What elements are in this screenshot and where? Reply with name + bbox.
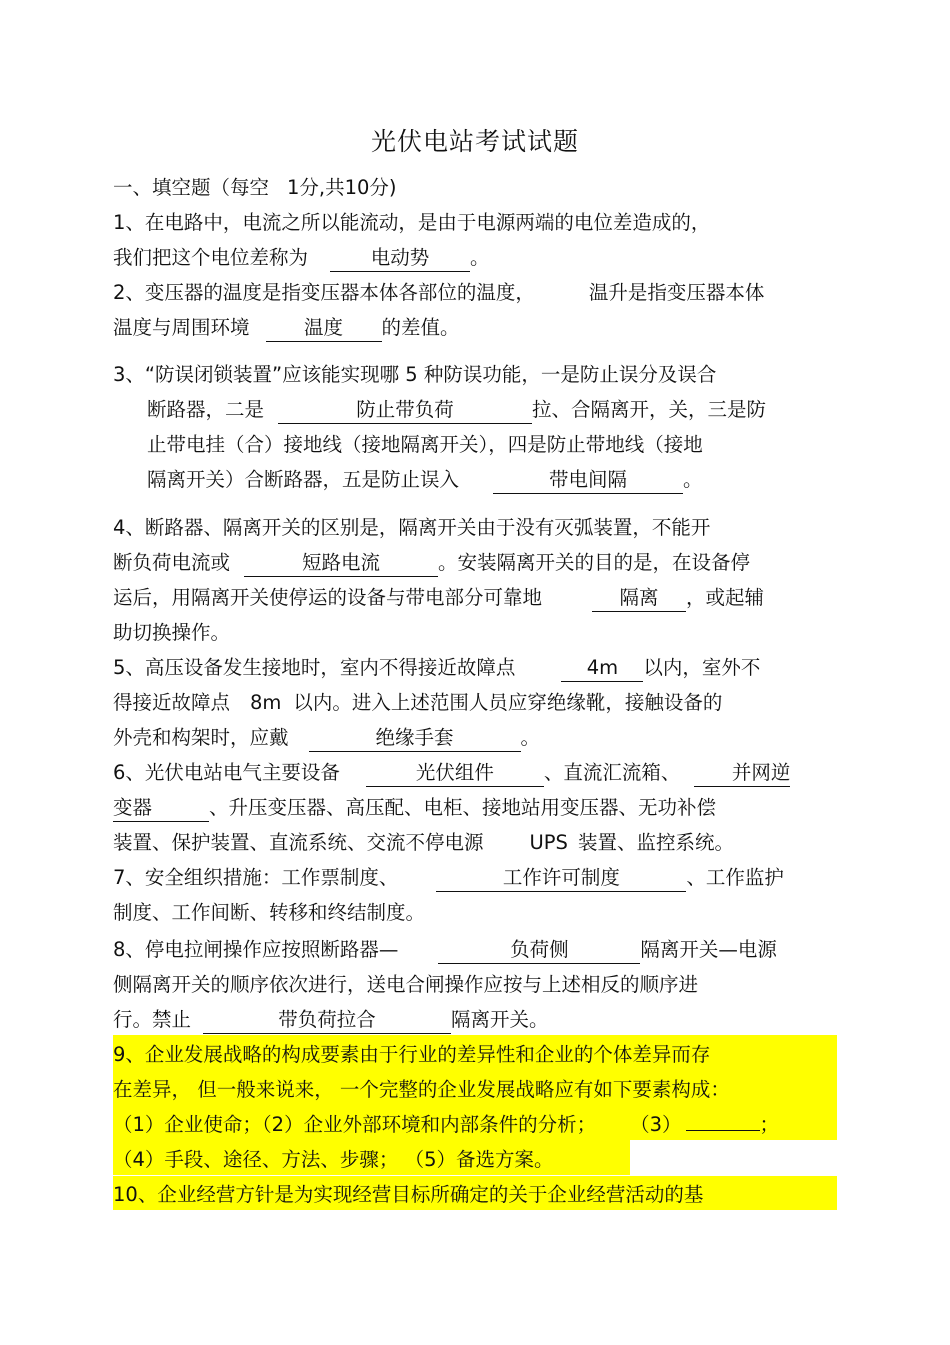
q4-line-2: 断负荷电流或 短路电流 。安装隔离开关的目的是，在设备停 [113,548,750,578]
q6-line-3: 装置、保护装置、直流系统、交流不停电源 UPS 装置、监控系统。 [113,831,734,854]
q2-line-2: 温度与周围环境 温度 的差值。 [113,313,460,343]
answer-blank: 温度 [266,315,382,342]
q4-line-3: 运后，用隔离开关使停运的设备与带电部分可靠地 隔离 ，或起辅 [113,583,764,613]
q7-line-1: 7、安全组织措施：工作票制度、 工作许可制度 、工作监护 [113,863,784,893]
answer-blank: 短路电流 [244,550,438,577]
q2-line-1: 2、变压器的温度是指变压器本体各部位的温度， 温升是指变压器本体 [113,281,765,304]
q8-line-1: 8、停电拉闸操作应按照断路器— 负荷侧 隔离开关—电源 [113,935,777,965]
q3-line-3: 止带电挂（合）接地线（接地隔离开关），四是防止带地线（接地 [147,433,703,456]
q5-line-1: 5、高压设备发生接地时，室内不得接近故障点 4m 以内，室外不 [113,653,760,683]
q7-line-2: 制度、工作间断、转移和终结制度。 [113,901,426,924]
answer-blank: 隔离 [592,585,686,612]
document-title: 光伏电站考试试题 [370,127,579,156]
q3-line-1: 3、“防误闭锁装置”应该能实现哪 5 种防误功能，一是防止误分及误合 [113,363,717,386]
answer-blank: 光伏组件 [366,760,544,787]
answer-blank: 负荷侧 [438,937,640,964]
q5-line-3: 外壳和构架时，应戴 绝缘手套 。 [113,723,540,753]
q9-line-4: （4）手段、途径、方法、步骤； （5）备选方案。 [113,1148,554,1171]
q9-line-2: 在差异， 但一般来说来， 一个完整的企业发展战略应有如下要素构成： [113,1078,730,1101]
q1-line-2: 我们把这个电位差称为 电动势 。 [113,243,490,273]
answer-blank: 带电间隔 [493,467,683,494]
q3-line-2: 断路器，二是 防止带负荷 拉、合隔离开，关，三是防 [147,395,766,425]
q3-line-4: 隔离开关）合断路器，五是防止误入 带电间隔 。 [147,465,703,495]
answer-blank: 电动势 [330,245,470,272]
section-heading: 一、填空题（每空 1分,共10分) [113,176,397,199]
answer-blank: 4m [561,655,643,682]
answer-blank: 工作许可制度 [436,865,686,892]
q9-line-3: （1）企业使命；（2）企业外部环境和内部条件的分析； （3） ； [113,1113,780,1136]
answer-blank: 绝缘手套 [309,725,521,752]
answer-blank [686,1130,760,1131]
q4-line-1: 4、断路器、隔离开关的区别是，隔离开关由于没有灭弧装置，不能开 [113,516,711,539]
q6-line-1: 6、光伏电站电气主要设备 光伏组件 、直流汇流箱、 并网逆 [113,758,790,788]
q1-line-1: 1、在电路中，电流之所以能流动，是由于电源两端的电位差造成的， [113,211,711,234]
q8-line-2: 侧隔离开关的顺序依次进行，送电合闸操作应按与上述相反的顺序进 [113,973,699,996]
q9-line-1: 9、企业发展战略的构成要素由于行业的差异性和企业的个体差异而存 [113,1043,711,1066]
highlight-gap [630,1140,837,1176]
answer-blank: 防止带负荷 [278,397,532,424]
answer-blank: 变器 [113,795,209,822]
answer-blank: 并网逆 [694,760,790,787]
q6-line-2: 变器 、升压变压器、高压配、电柜、接地站用变压器、无功补偿 [113,793,716,823]
answer-blank: 带负荷拉合 [203,1007,451,1034]
q5-line-2: 得接近故障点 8m 以内。进入上述范围人员应穿绝缘靴，接触设备的 [113,691,723,714]
q8-line-3: 行。禁止 带负荷拉合 隔离开关。 [113,1005,549,1035]
q10-line-1: 10、企业经营方针是为实现经营目标所确定的关于企业经营活动的基 [113,1183,704,1206]
q4-line-4: 助切换操作。 [113,621,231,644]
